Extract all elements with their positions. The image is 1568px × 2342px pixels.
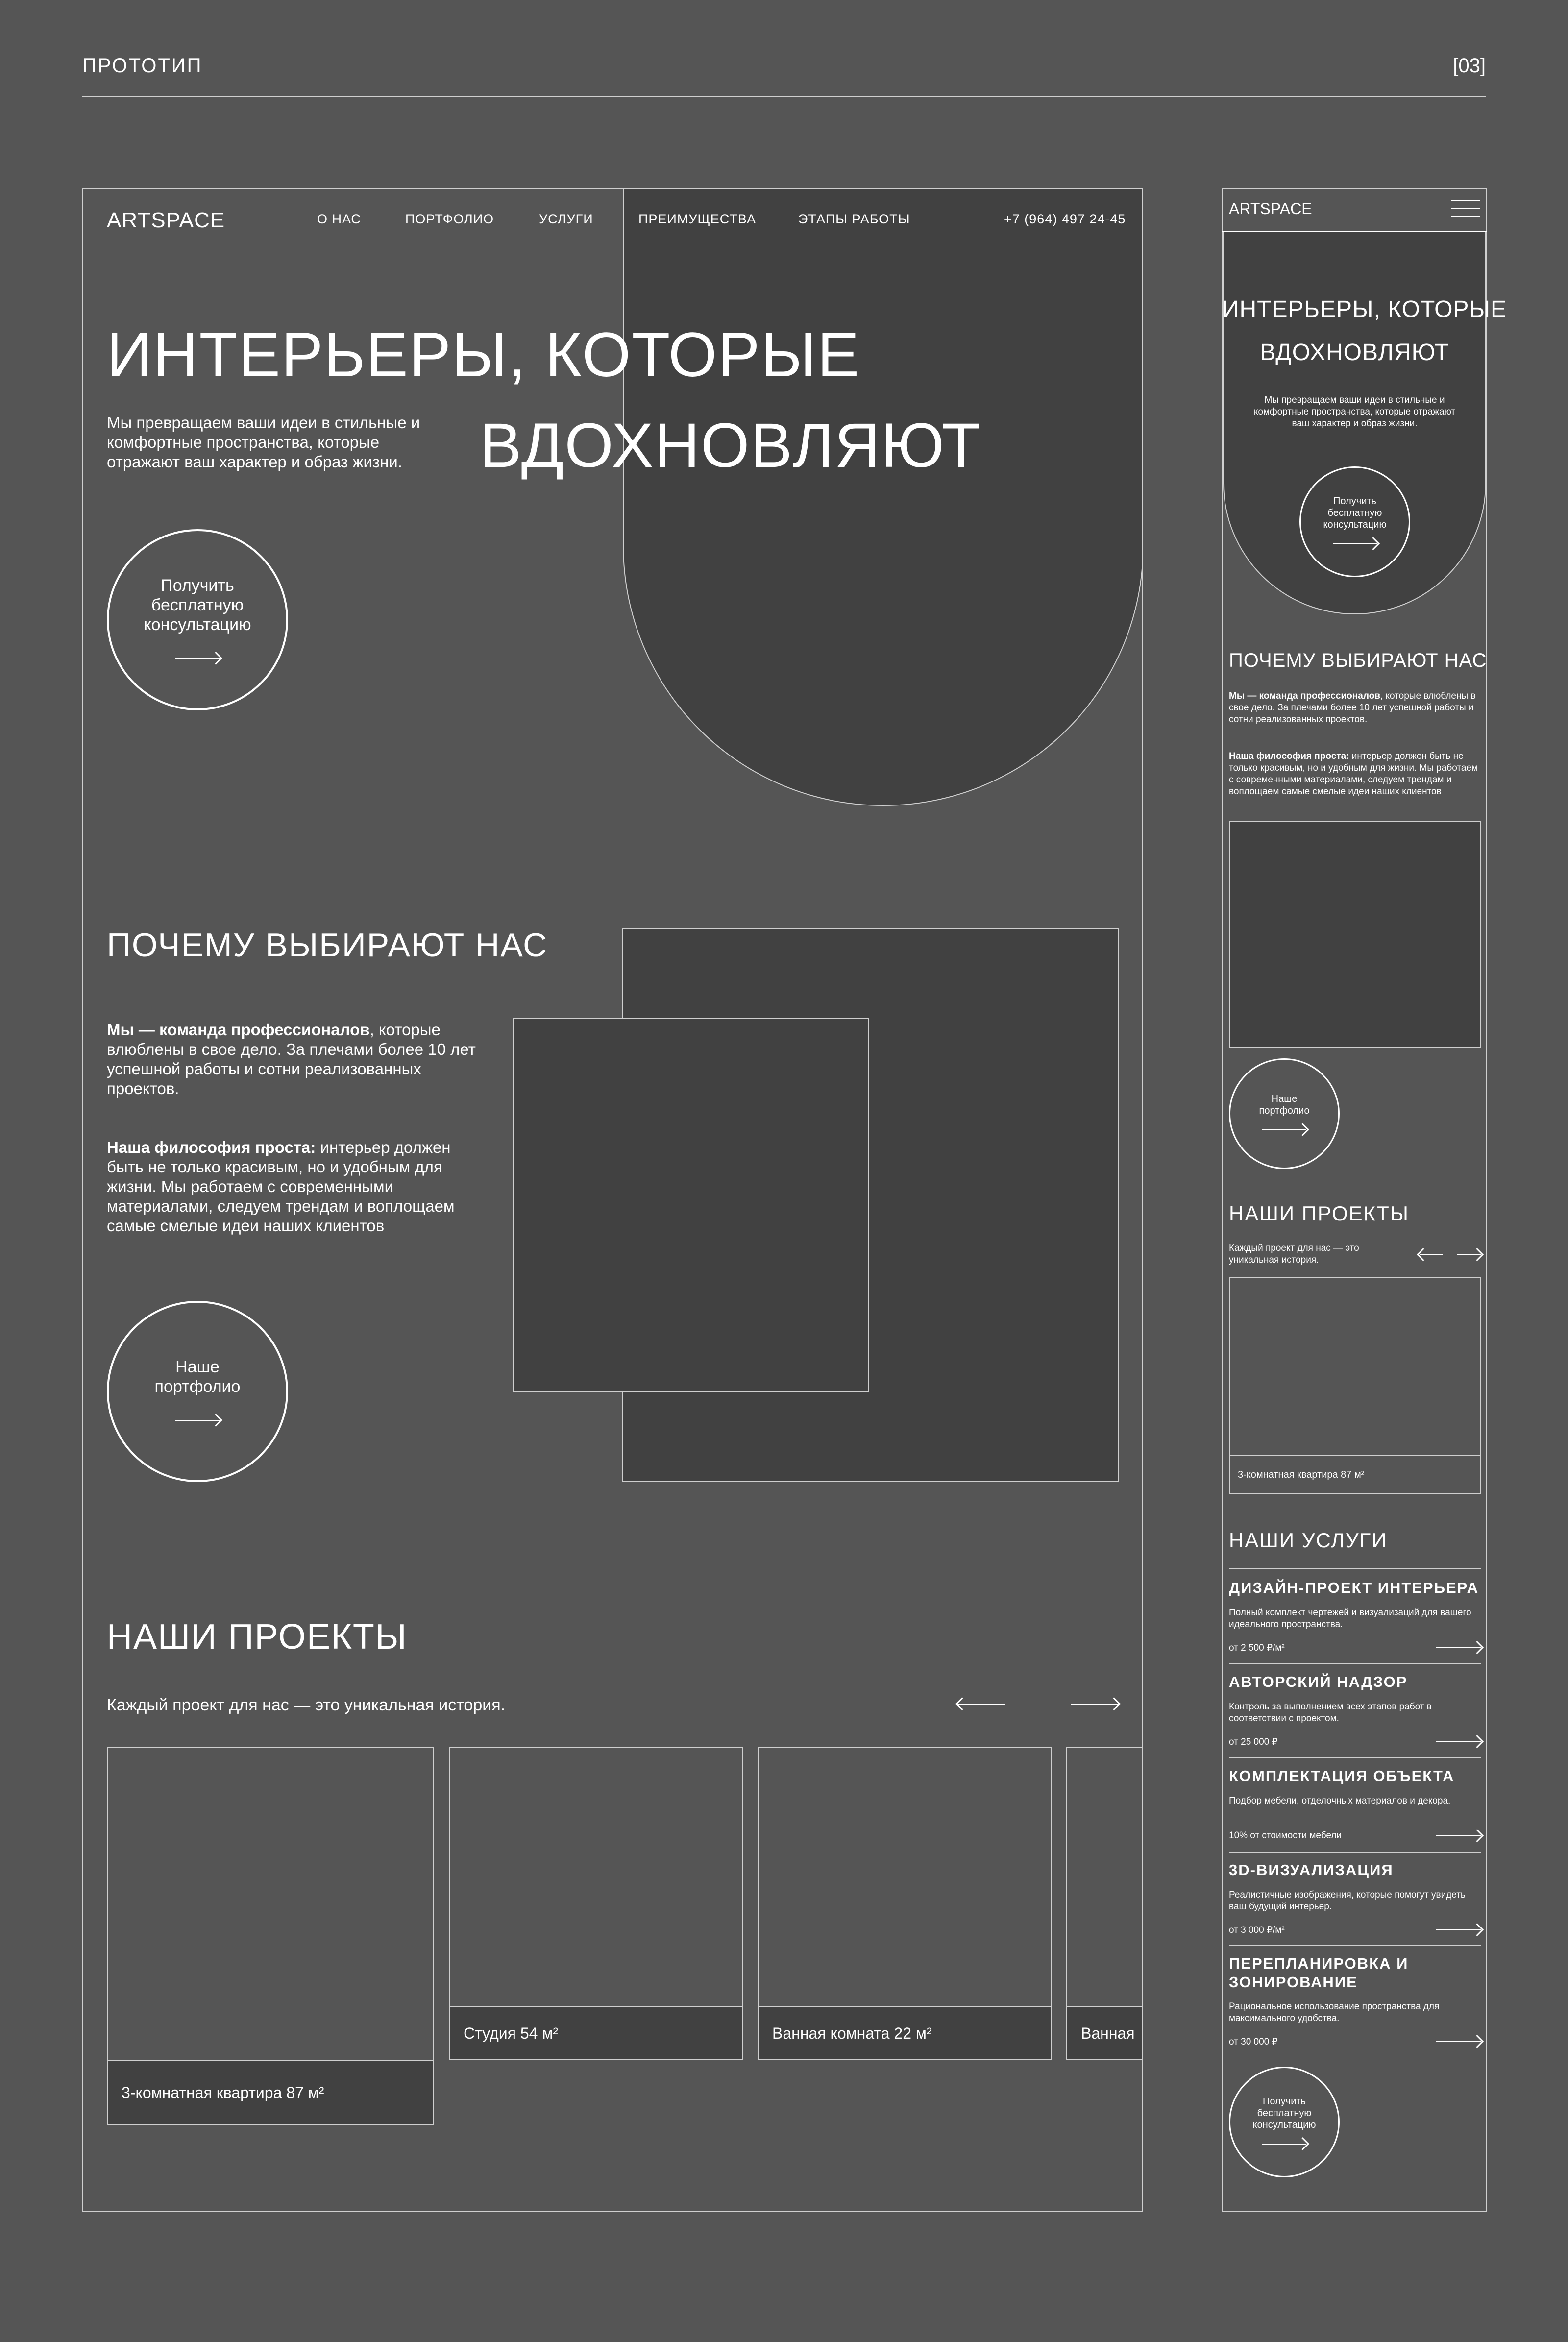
hero-subtitle: Мы превращаем ваши идеи в стильные и комфортные пространства, которые отражают ваш характер и образ жизни. <box>107 414 420 471</box>
arrow-left-icon <box>958 1704 1005 1705</box>
arrow-right-icon <box>1071 1704 1118 1705</box>
mobile-portfolio-cta-label: Наше портфолио <box>1259 1094 1310 1116</box>
mobile-projects-prev-button[interactable] <box>1420 1251 1443 1259</box>
why-paragraph-2 <box>107 1138 479 1236</box>
service-desc: Контроль за выполнением всех этапов работ в соответствии с проектом. <box>1229 1702 1432 1724</box>
service-divider <box>1229 1663 1481 1664</box>
why-title: ПОЧЕМУ ВЫБИРАЮТ НАС <box>107 927 548 964</box>
mobile-hero-title-line1: ИНТЕРЬЕРЫ, КОТОРЫЕ <box>1222 296 1507 322</box>
projects-title: НАШИ ПРОЕКТЫ <box>107 1617 408 1657</box>
mobile-why-title: ПОЧЕМУ ВЫБИРАЮТ НАС <box>1229 650 1487 671</box>
mobile-projects-title: НАШИ ПРОЕКТЫ <box>1229 1202 1409 1225</box>
projects-subtitle: Каждый проект для нас — это уникальная история. <box>107 1696 506 1714</box>
nav-phone[interactable]: +7 (964) 497 24-45 <box>1004 212 1126 226</box>
header-title: ПРОТОТИП <box>82 55 203 76</box>
service-title: АВТОРСКИЙ НАДЗОР <box>1229 1673 1408 1690</box>
service-title: ДИЗАЙН-ПРОЕКТ ИНТЕРЬЕРА <box>1229 1579 1479 1596</box>
service-divider <box>1229 1852 1481 1853</box>
arrow-right-icon <box>1436 1647 1481 1648</box>
portfolio-cta-button[interactable] <box>107 1301 288 1482</box>
service-divider <box>1229 1945 1481 1946</box>
mobile-hero-title-line2: ВДОХНОВЛЯЮТ <box>1260 340 1449 366</box>
why-paragraph-1 <box>107 1020 479 1098</box>
mobile-why-image <box>1229 821 1481 1048</box>
arrow-right-icon <box>175 658 220 659</box>
nav-services[interactable]: УСЛУГИ <box>539 212 593 226</box>
portfolio-cta-label: Наше портфолио <box>154 1358 241 1396</box>
project-card-label: Ванная <box>1067 2006 1143 2059</box>
arrow-right-icon <box>175 1420 220 1421</box>
service-link-button[interactable] <box>1436 1738 1481 1746</box>
projects-next-button[interactable] <box>1071 1699 1118 1710</box>
mobile-project-card[interactable] <box>1229 1277 1481 1494</box>
nav-advantages[interactable]: ПРЕИМУЩЕСТВА <box>638 212 757 226</box>
project-card-label: Студия 54 м² <box>450 2006 742 2059</box>
hero-arch-image <box>623 188 1143 806</box>
mobile-why-p1-bold: Мы — команда профессионалов <box>1229 691 1380 701</box>
arrow-right-icon <box>1262 1129 1306 1130</box>
mobile-hero-subtitle: Мы превращаем ваши идеи в стильные и комфортные пространства, которые отражают ваш характер и образ жизни. <box>1253 395 1456 429</box>
mobile-why-p2-bold: Наша философия проста: <box>1229 751 1349 761</box>
project-card[interactable] <box>107 1747 434 2125</box>
header-divider <box>82 96 1486 97</box>
mobile-projects-next-button[interactable] <box>1457 1251 1481 1259</box>
mobile-why-paragraph-2 <box>1229 751 1480 798</box>
why-p2-bold: Наша философия проста: <box>107 1138 316 1156</box>
hero-cta-label: Получить бесплатную консультацию <box>144 576 251 634</box>
project-card[interactable] <box>758 1747 1052 2060</box>
service-link-button[interactable] <box>1436 2038 1481 2046</box>
why-image-small <box>513 1018 869 1392</box>
hero-title-line2: ВДОХНОВЛЯЮТ <box>480 411 981 481</box>
why-p2-rest: интерьер должен быть не только красивым, но и удобным для жизни. Мы работаем с современными материалами, следуем трендам и воплощаем самые смелые идеи наших клиентов <box>107 1138 455 1235</box>
mobile-why-p1-rest: , которые влюблены в свое дело. За плечами более 10 лет успешной работы и сотни реализованных проектов. <box>1229 691 1476 725</box>
project-card-label: Ванная комната 22 м² <box>759 2006 1051 2059</box>
why-p1-bold: Мы — команда профессионалов <box>107 1021 370 1039</box>
service-desc: Подбор мебели, отделочных материалов и декора. <box>1229 1796 1451 1806</box>
desktop-frame <box>82 188 1143 2212</box>
mobile-logo[interactable]: ARTSPACE <box>1229 200 1312 218</box>
desktop-logo[interactable]: ARTSPACE <box>107 208 225 232</box>
why-p1-rest: , которые влюблены в свое дело. За плечами более 10 лет успешной работы и сотни реализованных проектов. <box>107 1021 476 1098</box>
arrow-right-icon <box>1436 2041 1481 2042</box>
mobile-project-card-label: 3-комнатная квартира 87 м² <box>1230 1455 1480 1493</box>
nav-about[interactable]: О НАС <box>317 212 361 226</box>
mobile-services-title: НАШИ УСЛУГИ <box>1229 1529 1388 1552</box>
service-desc: Рациональное использование пространства для максимального удобства. <box>1229 2001 1440 2024</box>
arrow-right-icon <box>1262 2144 1306 2145</box>
page-number: [03] <box>1453 55 1486 76</box>
service-desc: Полный комплект чертежей и визуализаций для вашего идеального пространства. <box>1229 1608 1471 1630</box>
mobile-projects-subtitle: Каждый проект для нас — это уникальная история. <box>1229 1243 1359 1265</box>
mobile-services-cta-label: Получить бесплатную консультацию <box>1252 2096 1316 2130</box>
arrow-left-icon <box>1420 1254 1443 1255</box>
service-desc: Реалистичные изображения, которые помогут увидеть ваш будущий интерьер. <box>1229 1890 1466 1912</box>
service-price: от 3 000 ₽/м² <box>1229 1925 1285 1935</box>
service-price: 10% от стоимости мебели <box>1229 1830 1342 1841</box>
mobile-why-p2-rest: интерьер должен быть не только красивым, но и удобным для жизни. Мы работаем с современными материалами, следуем трендам и воплощаем самые смелые идеи наших клиентов <box>1229 751 1478 797</box>
service-price: от 30 000 ₽ <box>1229 2037 1278 2047</box>
project-card[interactable] <box>1066 1747 1143 2060</box>
project-card[interactable] <box>449 1747 743 2060</box>
projects-prev-button[interactable] <box>958 1699 1005 1710</box>
service-link-button[interactable] <box>1436 1832 1481 1840</box>
project-card-label: 3-комнатная квартира 87 м² <box>108 2060 433 2124</box>
mobile-why-paragraph-1 <box>1229 690 1480 726</box>
mobile-portfolio-cta-button[interactable] <box>1229 1058 1340 1169</box>
arrow-right-icon <box>1333 543 1377 544</box>
arrow-right-icon <box>1436 1741 1481 1742</box>
service-price: от 2 500 ₽/м² <box>1229 1643 1285 1653</box>
hero-cta-button[interactable] <box>107 529 288 710</box>
service-price: от 25 000 ₽ <box>1229 1737 1278 1747</box>
nav-stages[interactable]: ЭТАПЫ РАБОТЫ <box>798 212 910 226</box>
arrow-right-icon <box>1436 1835 1481 1836</box>
service-link-button[interactable] <box>1436 1644 1481 1652</box>
mobile-services-cta-button[interactable] <box>1229 2067 1340 2177</box>
nav-portfolio[interactable]: ПОРТФОЛИО <box>405 212 494 226</box>
hero-title-line1: ИНТЕРЬЕРЫ, КОТОРЫЕ <box>107 320 860 390</box>
service-title: КОМПЛЕКТАЦИЯ ОБЪЕКТА <box>1229 1767 1455 1784</box>
menu-icon[interactable] <box>1451 198 1480 220</box>
service-title: ПЕРЕПЛАНИРОВКА И ЗОНИРОВАНИЕ <box>1229 1955 1409 1991</box>
service-link-button[interactable] <box>1436 1927 1481 1934</box>
service-divider <box>1229 1568 1481 1569</box>
service-divider <box>1229 1757 1481 1758</box>
arrow-right-icon <box>1457 1254 1481 1255</box>
mobile-hero-cta-label: Получить бесплатную консультацию <box>1323 496 1387 530</box>
service-title: 3D-ВИЗУАЛИЗАЦИЯ <box>1229 1861 1394 1878</box>
arrow-right-icon <box>1436 1929 1481 1930</box>
mobile-hero-cta-button[interactable] <box>1299 466 1410 577</box>
